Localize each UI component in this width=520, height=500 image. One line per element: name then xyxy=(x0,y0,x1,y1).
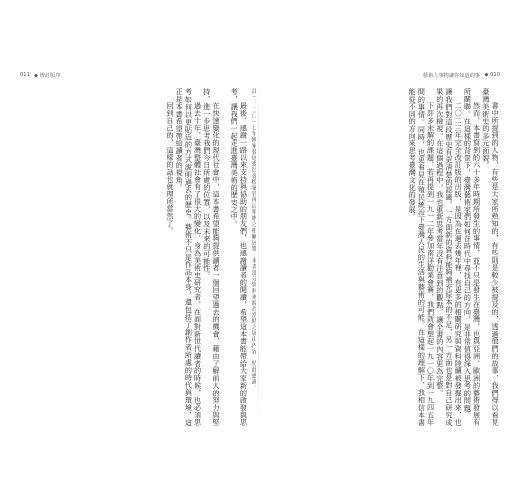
paragraph: 下許多未解的課題，若再提到一九一二年參加南洋勸業會賽，我們就會想起一九一〇年到一九四五年間的事情。同時，也更看見在殖民統治下臺灣人民的生活與藝術的可能。在這樣的理解下，我相信本書能從不同的方向來思考臺灣文化的發展。 xyxy=(408,88,436,426)
paragraph: 二〇二三年完全改訂版的出版，是因為在過去幾年裡，有更多的相關研究與資料陸續被發掘出來，也讓我們對這段歷史有更清楚的認識。一方面新的資料能夠補充原本的不足，另一方面也是對自己研究成果的再次檢視。在這個過程中，我也重新思考當年沒有注意到的觀點，讓全書的內容更為完整。 xyxy=(435,88,464,426)
paragraph: 過去十年，臺灣整體社會有了很大的變化，身為美術史研究者，在面對新世代讀者的時候，也必須思考如何以更貼近的方式說明過去的歷史。藝術不只是作品本身，還包括了創作者所處的時代與環境，這正是本書希望帶給讀者的視角。 xyxy=(175,88,203,426)
right-page-number: ◆ 010 xyxy=(484,72,500,78)
left-page-body xyxy=(20,88,256,426)
paragraph: 最後，感謝一路以來支持與協助的朋友們，也感謝讀者的閱讀，希望這本書能帶給大家新的啟發與思考，讓我們一起走進臺灣美術的歷史之中。 xyxy=(230,88,249,426)
right-running-title: 藝術人事物讓你知道的事 xyxy=(422,73,480,79)
left-page xyxy=(20,72,256,428)
footnote: 註一：二〇一七年國家發展委員會檔案管理局舉辦之相關展覽，本書部分資料來源為當時之展出內容，特此感謝。 xyxy=(250,88,256,391)
right-page-body xyxy=(264,88,500,426)
paragraph: 回到自己的，這樣的話也就理所當然了。 xyxy=(165,102,175,235)
book-gutter xyxy=(258,78,259,424)
paragraph: 書中所提到的人物，有些是大家所熟知的，有些則是較少被提及的，透過他們的故事，我們得以看見臺灣美術史的多元面貌。 xyxy=(481,88,500,426)
left-running-title: ◆ 增訂版序 xyxy=(34,73,61,79)
paragraph: 然而，本書寫到的六十多年時期所發生的事情，並不只是發生在臺灣，也與亞洲、歐洲的藝術發展有所關聯。在這樣的背景下，臺灣藝術家們如何在時代中尋找自己的方向，是非常值得深入思考的問題。 xyxy=(463,88,482,426)
paragraph: 在快速變化的現代社會中，這本書希望能夠提供讀者一個回望過去的機會，藉由了解前人的努力與堅持，進一步思考我們今日所處的位置，以及未來的可能性。 xyxy=(202,88,221,426)
left-page-number: 011 xyxy=(20,72,30,78)
right-page xyxy=(264,72,500,428)
